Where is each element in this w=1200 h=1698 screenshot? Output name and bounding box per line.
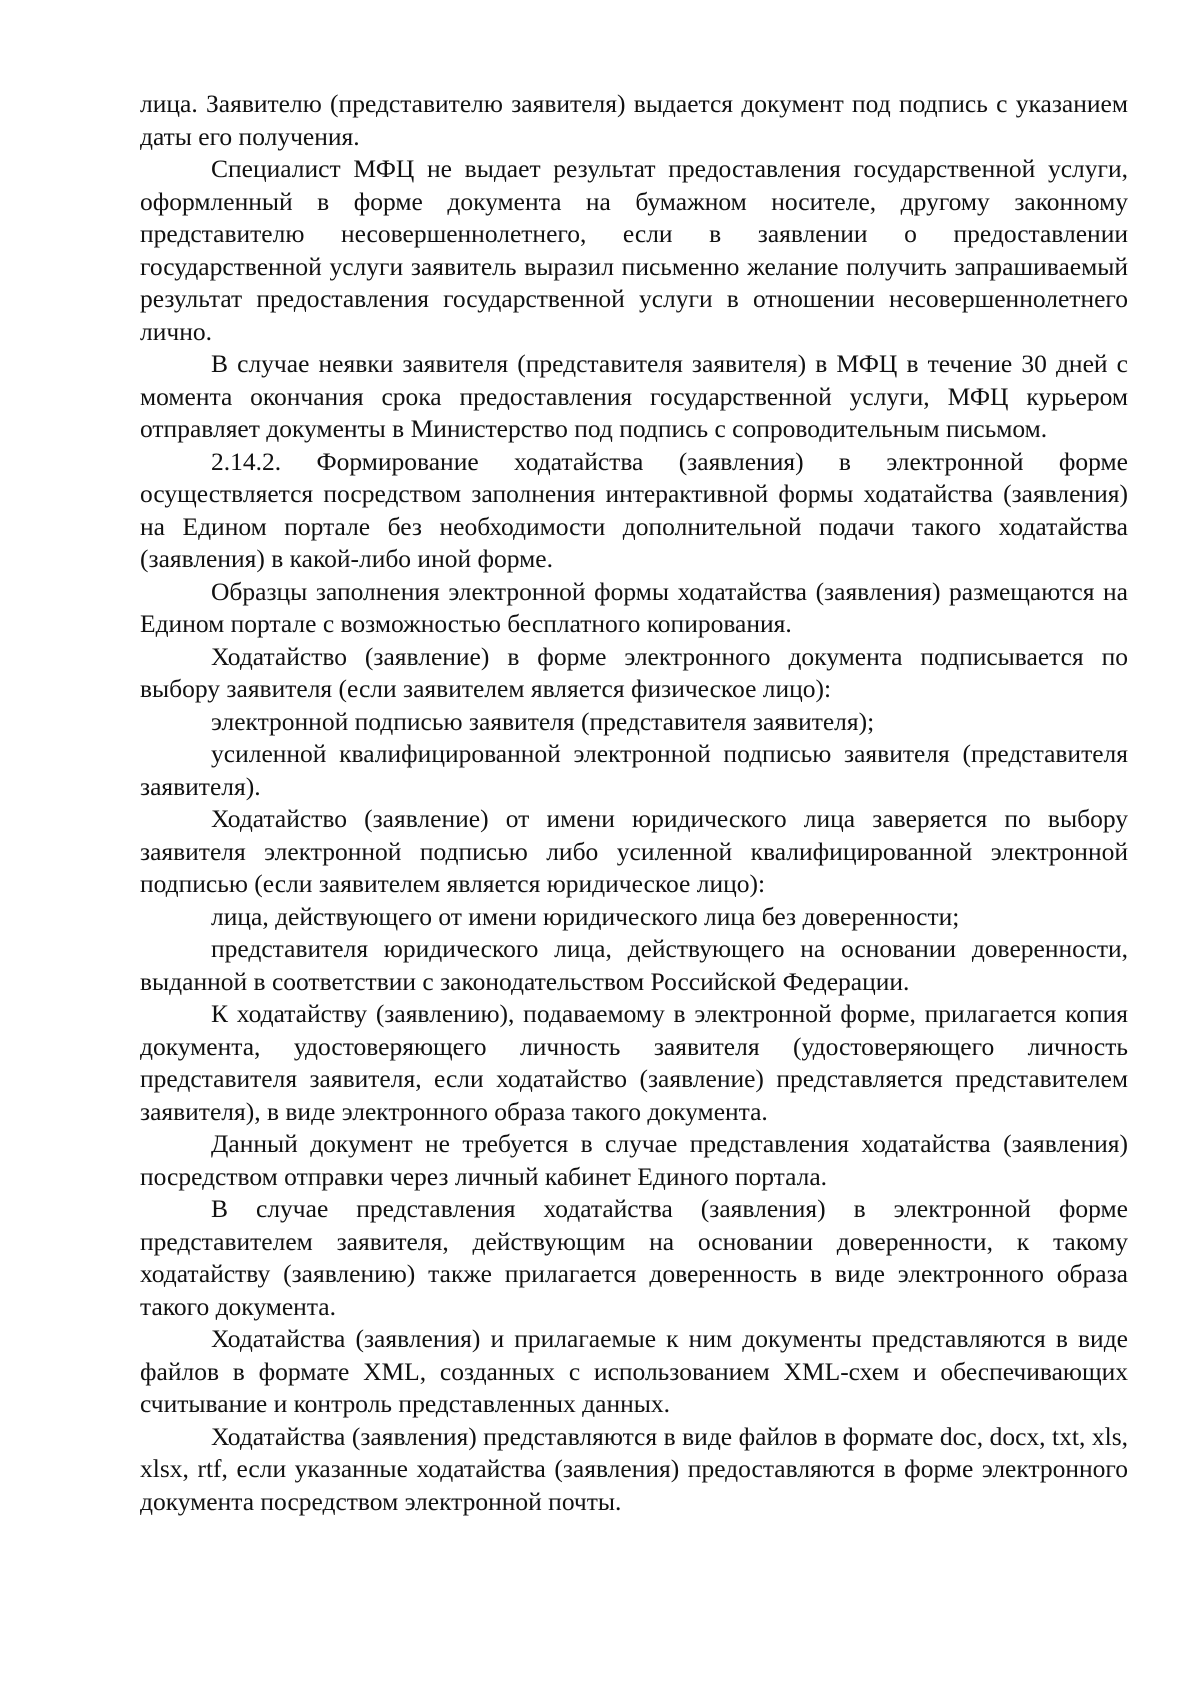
- paragraph-3: В случае неявки заявителя (представителя заявителя) в МФЦ в течение 30 дней с момента окончания срока предоставления государственной услуги, МФЦ курьером отправляет документы в Министерство под подпись с сопроводительным письмом.: [140, 349, 1128, 443]
- paragraph-9: Ходатайство (заявление) от имени юридического лица заверяется по выбору заявителя электронной подписью либо усиленной квалифицированной электронной подписью (если заявителем является юридическое лицо):: [140, 804, 1128, 898]
- paragraph-12: К ходатайству (заявлению), подаваемому в электронной форме, прилагается копия документа, удостоверяющего личность заявителя (удостоверяющего личность представителя заявителя, если ходатайство (заявление) представляется представителем заявителя), в виде электронного образа такого документа.: [140, 999, 1128, 1126]
- paragraph-8: усиленной квалифицированной электронной подписью заявителя (представителя заявителя).: [140, 739, 1128, 801]
- paragraph-10: лица, действующего от имени юридического лица без доверенности;: [211, 901, 960, 931]
- paragraph-2: Специалист МФЦ не выдает результат предоставления государственной услуги, оформленный в форме документа на бумажном носителе, другому законному представителю несовершеннолетнего, если в заявлении о предоставлении государственной услуги заявитель выразил письменно желание получить запрашиваемый результат предоставления государственной услуги в отношении несовершеннолетнего лично.: [140, 154, 1128, 346]
- paragraph-11: представителя юридического лица, действующего на основании доверенности, выданной в соответствии с законодательством Российской Федерации.: [140, 934, 1128, 996]
- document-body: [140, 88, 1128, 1518]
- paragraph-15: Ходатайства (заявления) и прилагаемые к ним документы представляются в виде файлов в формате XML, созданных с использованием XML-схем и обеспечивающих считывание и контроль представленных данных.: [140, 1324, 1128, 1418]
- paragraph-4: 2.14.2. Формирование ходатайства (заявления) в электронной форме осуществляется посредством заполнения интерактивной формы ходатайства (заявления) на Едином портале без необходимости дополнительной подачи такого ходатайства (заявления) в какой-либо иной форме.: [140, 446, 1128, 573]
- paragraph-14: В случае представления ходатайства (заявления) в электронной форме представителем заявителя, действующим на основании доверенности, к такому ходатайству (заявлению) также прилагается доверенность в виде электронного образа такого документа.: [140, 1194, 1128, 1321]
- paragraph-6: Ходатайство (заявление) в форме электронного документа подписывается по выбору заявителя (если заявителем является физическое лицо):: [140, 641, 1128, 703]
- paragraph-5: Образцы заполнения электронной формы ходатайства (заявления) размещаются на Едином портале с возможностью бесплатного копирования.: [140, 576, 1128, 638]
- paragraph-13: Данный документ не требуется в случае представления ходатайства (заявления) посредством отправки через личный кабинет Единого портала.: [140, 1129, 1128, 1191]
- paragraph-7: электронной подписью заявителя (представителя заявителя);: [211, 706, 875, 736]
- paragraph-16: Ходатайства (заявления) представляются в виде файлов в формате doc, docx, txt, xls, xlsx, rtf, если указанные ходатайства (заявления) предоставляются в форме электронного документа посредством электронной почты.: [140, 1421, 1128, 1516]
- paragraph-1: лица. Заявителю (представителю заявителя) выдается документ под подпись с указанием даты его получения.: [140, 89, 1128, 151]
